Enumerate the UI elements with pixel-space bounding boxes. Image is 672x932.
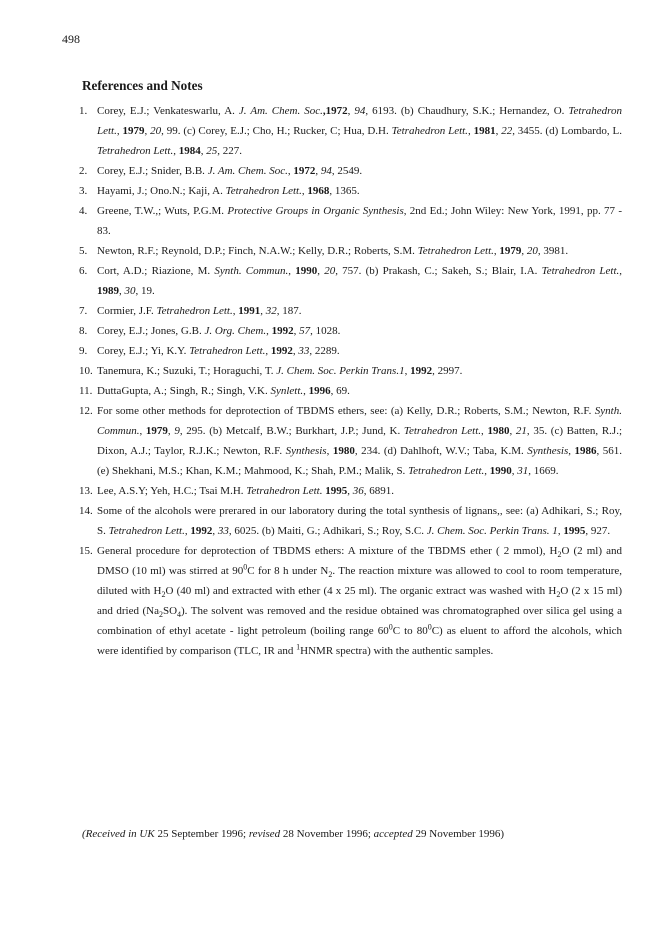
text-run: , 69.: [330, 385, 350, 397]
text-run: ,: [212, 525, 218, 537]
received-note: [82, 825, 622, 843]
reference-number: 2.: [79, 165, 88, 177]
reference-number: 12.: [79, 405, 93, 417]
text-run: 1995: [563, 525, 586, 537]
reference-item: [79, 401, 623, 481]
text-run: 1992: [271, 325, 294, 337]
text-run: 1972: [293, 165, 316, 177]
text-run: 94: [354, 105, 366, 117]
text-run: 4: [177, 610, 182, 620]
text-run: ,: [619, 265, 623, 277]
text-run: 28 November 1996;: [280, 828, 374, 840]
text-run: ,: [568, 445, 575, 457]
text-run: , 1365.: [329, 185, 360, 197]
text-run: 0: [243, 562, 248, 572]
text-run: , 6025. (b) Maiti, G.; Adhikari, S.; Roy, S.C.: [228, 525, 427, 537]
text-run: J. Am. Chem. Soc.: [207, 165, 288, 177]
text-run: 36: [352, 485, 364, 497]
text-run: ,: [404, 365, 411, 377]
text-run: ,: [292, 345, 299, 357]
text-run: Synth. Commun.: [214, 265, 289, 277]
text-run: 1979: [145, 425, 168, 437]
text-run: Tetrahedron Lett.: [97, 145, 174, 157]
text-run: ,: [481, 425, 488, 437]
reference-number: 15.: [79, 545, 93, 557]
reference-number: 8.: [79, 325, 88, 337]
reference-number: 1.: [79, 105, 88, 117]
reference-text: [97, 205, 622, 237]
reference-item: [79, 261, 623, 301]
text-run: Tetrahedron Lett.: [403, 425, 482, 437]
reference-text: [97, 545, 622, 657]
text-run: 1: [296, 642, 301, 652]
text-run: 1992: [410, 365, 433, 377]
text-run: Cort, A.D.; Riazione, M.: [97, 265, 215, 277]
reference-item: [79, 181, 622, 201]
text-run: 1990: [295, 265, 318, 277]
text-run: SO: [162, 605, 178, 617]
text-run: 1990: [489, 465, 512, 477]
text-run: 29 November 1996): [412, 828, 505, 840]
reference-item: [79, 321, 622, 341]
text-run: 57: [299, 325, 311, 337]
text-run: , 227.: [217, 145, 242, 157]
text-run: Received in UK: [85, 828, 155, 840]
text-run: ,: [495, 125, 502, 137]
text-run: 2: [158, 610, 163, 620]
text-run: DuttaGupta, A.; Singh, R.; Singh, V.K.: [97, 385, 271, 397]
reference-item: [79, 201, 622, 241]
text-run: Synthesis: [285, 445, 327, 457]
text-run: 9: [174, 425, 180, 437]
text-run: , 35. (c) Batten, R.J.; Dixon, A.J.; Taylor, R.J.K.; Newton, R.F.: [97, 425, 622, 457]
text-run: Tetrahedron Lett.: [541, 265, 620, 277]
reference-item: [79, 101, 623, 161]
reference-number: 5.: [79, 245, 88, 257]
text-run: J. Org. Chem.: [204, 325, 267, 337]
text-run: Tetrahedron Lett.: [189, 345, 266, 357]
text-run: ,: [144, 125, 151, 137]
text-run: 2: [328, 570, 333, 580]
reference-text: [97, 505, 622, 537]
text-run: ,: [167, 425, 175, 437]
reference-text: [97, 165, 362, 177]
reference-number: 13.: [79, 485, 93, 497]
text-run: ,: [315, 165, 321, 177]
text-run: , 187.: [276, 305, 302, 317]
text-run: Tetrahedron Lett.: [97, 105, 622, 137]
reference-number: 11.: [79, 385, 93, 397]
text-run: ). The solvent was removed and the residue obtained was chromatographed over silica gel using a combination of ethyl acetate - light petroleum (boiling range 60: [97, 605, 622, 637]
text-run: 30: [124, 285, 136, 297]
text-run: (: [82, 828, 86, 840]
reference-item: [79, 341, 622, 361]
text-run: General procedure for deprotection of TBDMS ethers: A mixture of the TBDMS ether ( 2 mmol), H: [97, 545, 558, 557]
text-run: J. Chem. Soc. Perkin Trans.1: [276, 365, 405, 377]
text-run: ,: [119, 285, 125, 297]
text-run: HNMR spectra) with the authentic samples.: [300, 645, 494, 657]
text-run: J. Am. Chem. Soc.: [238, 105, 323, 117]
text-run: Tetrahedron Lett.: [408, 465, 485, 477]
text-run: 1992: [190, 525, 213, 537]
text-run: 1992: [270, 345, 293, 357]
text-run: Tetrahedron Lett.: [108, 525, 185, 537]
text-run: Greene, T.W.,; Wuts, P.G.M.: [97, 205, 228, 217]
text-run: 0: [388, 622, 393, 632]
text-run: revised: [248, 828, 281, 840]
text-run: Some of the alcohols were prerared in our laboratory during the total synthesis of lignans,, see: (a) Adhikari, S.; Roy, S.: [97, 505, 622, 537]
reference-text: [97, 345, 340, 357]
text-run: Synlett.: [270, 385, 304, 397]
text-run: 20: [150, 125, 162, 137]
text-run: 22: [501, 125, 513, 137]
text-run: ,: [557, 525, 564, 537]
text-run: ,1972: [322, 105, 348, 117]
text-run: ,: [173, 145, 179, 157]
text-run: 25 September 1996;: [154, 828, 249, 840]
text-run: ,: [347, 105, 355, 117]
reference-number: 10.: [79, 365, 93, 377]
text-run: , 1669.: [528, 465, 559, 477]
text-run: O (2 x 15 ml) and dried (Na: [97, 585, 622, 617]
reference-text: [97, 405, 622, 477]
text-run: 1980: [487, 425, 510, 437]
reference-text: [97, 305, 301, 317]
reference-number: 14.: [79, 505, 93, 517]
text-run: ,: [301, 185, 308, 197]
text-run: 31: [517, 465, 529, 477]
text-run: Tetrahedron Lett.: [417, 245, 494, 257]
text-run: , 757. (b) Prakash, C.; Sakeh, S.; Blair, I.A.: [335, 265, 542, 277]
text-run: Newton, R.F.; Reynold, D.P.; Finch, N.A.W.; Kelly, D.R.; Roberts, S.M.: [97, 245, 418, 257]
text-run: ,: [184, 525, 191, 537]
text-run: Corey, E.J.; Venkateswarlu, A.: [97, 105, 239, 117]
text-run: , 2549.: [331, 165, 363, 177]
text-run: 1984: [178, 145, 201, 157]
text-run: Protective Groups in Organic Synthesis: [227, 205, 404, 217]
text-run: Cormier, J.F.: [97, 305, 157, 317]
text-run: , 3455. (d) Lombardo, L.: [512, 125, 623, 137]
reference-item: [79, 161, 622, 181]
text-run: 2: [557, 550, 562, 560]
text-run: ,: [303, 385, 309, 397]
text-run: , 99. (c) Corey, E.J.; Cho, H.; Rucker, C; Hua, D.H.: [161, 125, 392, 137]
text-run: ,: [484, 465, 490, 477]
reference-number: 7.: [79, 305, 88, 317]
text-run: Tetrahedron Lett.: [225, 185, 302, 197]
text-run: 0: [427, 622, 432, 632]
text-run: . The reaction mixture was allowed to cool to room temperature, diluted with H: [97, 565, 622, 597]
text-run: , 6193. (b) Chaudhury, S.K.; Hernandez, O.: [365, 105, 569, 117]
text-run: ,: [139, 425, 146, 437]
text-run: 1979: [499, 245, 522, 257]
text-run: , 234. (d) Dahlhoft, W.V.; Taba, K.M.: [354, 445, 528, 457]
text-run: Synth. Commun.: [97, 405, 622, 437]
text-run: ,: [521, 245, 527, 257]
text-run: 20: [324, 265, 336, 277]
text-run: ,: [288, 265, 296, 277]
reference-text: [97, 365, 462, 377]
text-run: 94: [320, 165, 332, 177]
text-run: 1991: [238, 305, 261, 317]
text-run: ,: [265, 345, 271, 357]
text-run: Lee, A.S.Y; Yeh, H.C.; Tsai M.H.: [97, 485, 247, 497]
text-run: Corey, E.J.; Snider, B.B.: [97, 165, 208, 177]
reference-text: [97, 105, 622, 157]
text-run: , 561. (e) Shekhani, M.S.; Khan, K.M.; Mahmood, K.; Shah, P.M.; Malik, S.: [97, 445, 623, 477]
text-run: J. Chem. Soc. Perkin Trans. 1: [426, 525, 558, 537]
text-run: , 2289.: [309, 345, 340, 357]
text-run: ,: [116, 125, 123, 137]
section-heading: References and Notes: [82, 78, 203, 93]
text-run: C for 8 h under N: [247, 565, 329, 577]
text-run: ,: [493, 245, 500, 257]
text-run: 1986: [574, 445, 597, 457]
reference-list: [79, 101, 623, 661]
reference-text: [97, 385, 350, 397]
text-run: O (40 ml) and extracted with ether (4 x 25 ml). The organic extract was washed with H: [165, 585, 557, 597]
text-run: ,: [293, 325, 300, 337]
reference-item: [79, 241, 622, 261]
text-run: 21: [515, 425, 527, 437]
text-run: 33: [298, 345, 310, 357]
page-number: 498: [62, 32, 80, 46]
text-run: 1979: [122, 125, 145, 137]
text-run: 33: [217, 525, 229, 537]
text-run: Tetrahedron Lett.: [156, 305, 233, 317]
reference-text: [97, 485, 394, 497]
text-run: ,: [511, 465, 518, 477]
reference-text: [97, 325, 340, 337]
text-run: , 1028.: [310, 325, 341, 337]
reference-item: [79, 301, 622, 321]
text-run: Tetrahedron Lett.: [246, 485, 323, 497]
text-run: ,: [200, 145, 207, 157]
text-run: Hayami, J.; Ono.N.; Kaji, A.: [97, 185, 226, 197]
text-run: , 6891.: [363, 485, 394, 497]
text-run: 1989: [97, 285, 119, 297]
reference-item: [79, 481, 622, 501]
text-run: Corey, E.J.; Jones, G.B.: [97, 325, 205, 337]
text-run: O (2 ml) and DMSO (10 ml) was stirred at 90: [97, 545, 622, 577]
reference-item: [79, 381, 622, 401]
text-run: 1968: [307, 185, 330, 197]
text-run: ,: [509, 425, 516, 437]
text-run: ,: [317, 265, 325, 277]
text-run: , 2nd Ed.; John Wiley: New York, 1991, pp. 77 - 83.: [97, 205, 622, 237]
text-run: , 927.: [585, 525, 611, 537]
text-run: ,: [326, 445, 333, 457]
text-run: Synthesis: [527, 445, 569, 457]
text-run: ,: [347, 485, 353, 497]
text-run: , 3981.: [537, 245, 569, 257]
reference-number: 6.: [79, 265, 88, 277]
text-run: Corey, E.J.; Yi, K.Y.: [97, 345, 190, 357]
text-run: ,: [467, 125, 474, 137]
text-run: , 19.: [135, 285, 155, 297]
text-run: 1996: [308, 385, 331, 397]
reference-text: [97, 265, 622, 297]
text-run: 20: [526, 245, 538, 257]
reference-number: 9.: [79, 345, 88, 357]
text-run: ,: [232, 305, 239, 317]
text-run: , 2997.: [432, 365, 463, 377]
text-run: ,: [260, 305, 266, 317]
reference-text: [97, 245, 568, 257]
text-run: accepted: [373, 828, 413, 840]
text-run: 2: [161, 590, 166, 600]
reference-number: 4.: [79, 205, 88, 217]
text-run: 32: [265, 305, 277, 317]
text-run: 2: [556, 590, 561, 600]
text-run: C to 80: [392, 625, 428, 637]
reference-text: [97, 185, 360, 197]
text-run: 1995: [325, 485, 348, 497]
text-run: 1981: [473, 125, 496, 137]
text-run: 1980: [332, 445, 355, 457]
reference-item: [79, 501, 622, 541]
text-run: For some other methods for deprotection of TBDMS ethers, see: (a) Kelly, D.R.; Roberts, S.M.; Newton, R.F.: [97, 405, 595, 417]
reference-number: 3.: [79, 185, 88, 197]
text-run: Tanemura, K.; Suzuki, T.; Horaguchi, T.: [97, 365, 277, 377]
text-run: 25: [206, 145, 218, 157]
text-run: , 295. (b) Metcalf, B.W.; Burkhart, J.P.; Jund, K.: [179, 425, 404, 437]
text-run: ,: [287, 165, 294, 177]
reference-item: [79, 361, 622, 381]
text-run: ,: [266, 325, 272, 337]
text-run: C) as eluent to afford the alcohols, which were identified by comparison (TLC, IR and: [97, 625, 623, 657]
text-run: Tetrahedron Lett.: [391, 125, 468, 137]
reference-item: [79, 541, 623, 661]
